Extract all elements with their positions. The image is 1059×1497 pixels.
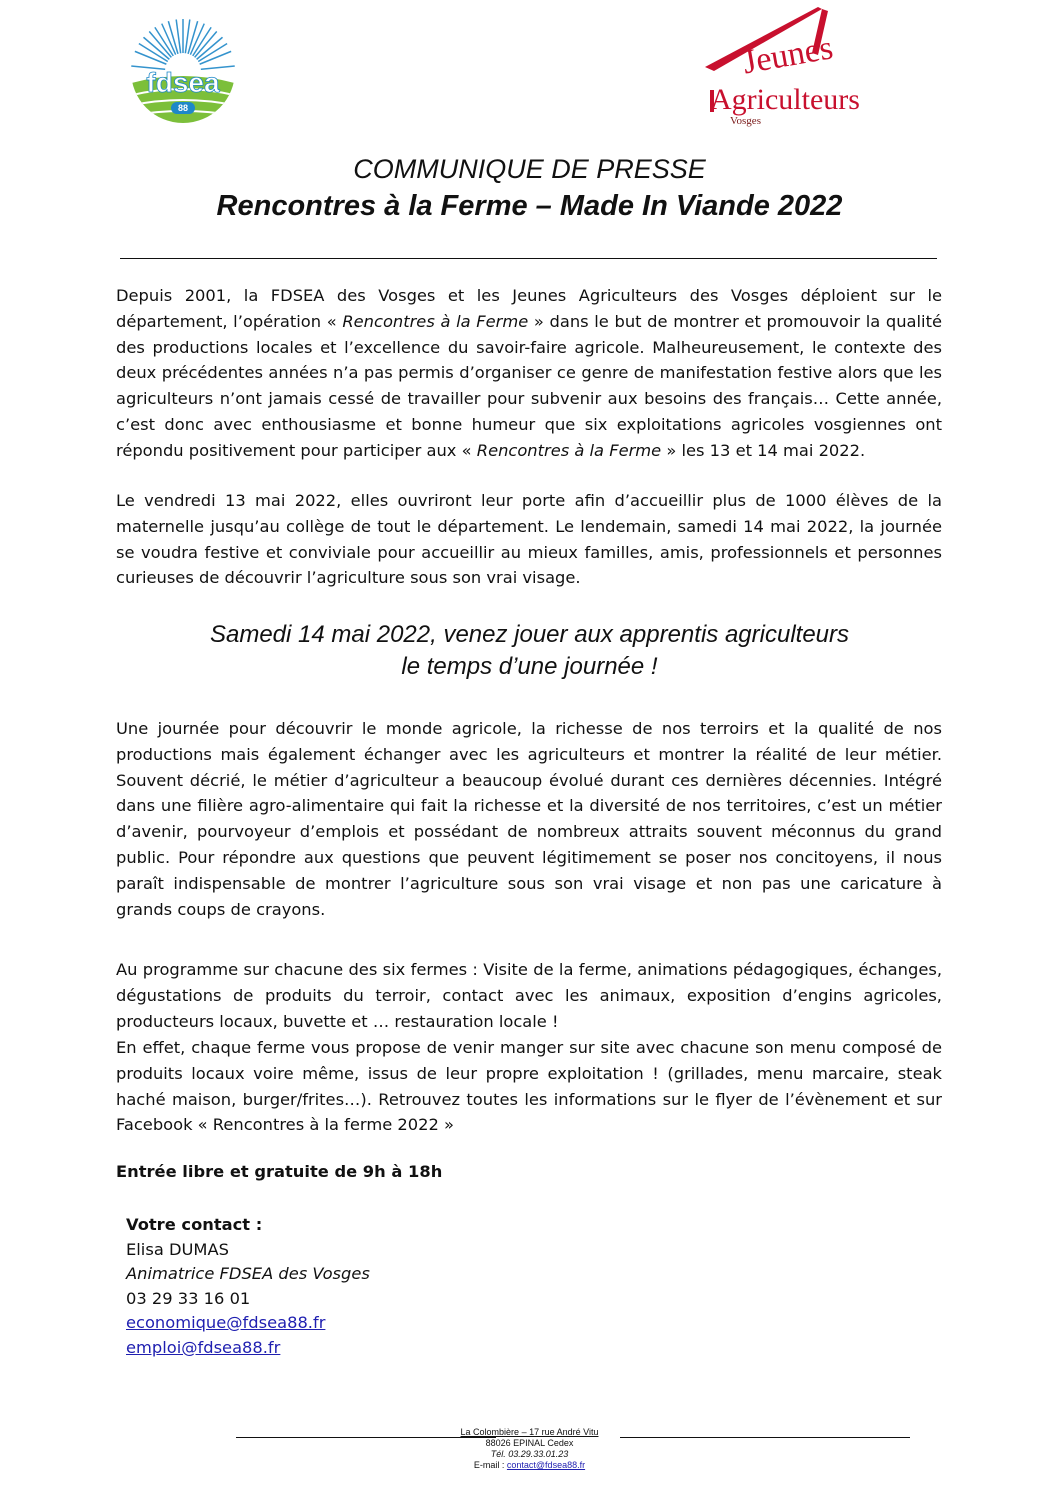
- contact-phone: 03 29 33 16 01: [126, 1288, 251, 1308]
- highlight-line-2: le temps d’une journée !: [401, 653, 658, 680]
- press-release-title: COMMUNIQUE DE PRESSE: [353, 154, 706, 184]
- fdsea-logo-text: fdsea: [146, 67, 220, 98]
- footer-phone: Tél. 03.29.33.01.23: [490, 1449, 569, 1459]
- contact-email-emploi-link[interactable]: emploi@fdsea88.fr: [126, 1337, 281, 1357]
- schedule-paragraph: Le vendredi 13 mai 2022, elles ouvriront leur porte afin d’accueillir plus de 1000 élèves de la maternelle jusqu’au collège de tout le département. Le lendemain, samedi 14 mai 2022, la journée se voudra festive et conviviale pour accueillir au mieux familles, amis, professionnels et personnes curieuses de découvrir l’agriculture sous son vrai visage.: [116, 491, 942, 588]
- program-paragraph: Au programme sur chacune des six fermes : Visite de la ferme, animations pédagogiques, échanges, dégustations de produits du terroir, contact avec les animaux, exposition d’engins agricoles, producteurs locaux, buvette et … restauration locale !: [116, 960, 942, 1031]
- contact-role: Animatrice FDSEA des Vosges: [126, 1264, 370, 1283]
- entry-info: Entrée libre et gratuite de 9h à 18h: [116, 1162, 443, 1181]
- press-release-subtitle: Rencontres à la Ferme – Made In Viande 2022: [216, 190, 843, 222]
- highlight-line-1: Samedi 14 mai 2022, venez jouer aux apprentis agriculteurs: [209, 621, 850, 648]
- contact-label: Votre contact :: [126, 1215, 263, 1234]
- description-paragraph: Une journée pour découvrir le monde agricole, la richesse de nos terroirs et la qualité de nos productions mais également échanger avec les agriculteurs et montrer la réalité de leur métier. Souvent décrié, le métier d’agriculteur a beaucoup évolué durant ces dernières décennies. Intégré dans une filière agro-alimentaire qui fait la richesse et la diversité de nos territoires, c’est un métier d’avenir, pourvoyeur d’emplois et possédant de nombreux attraits souvent méconnus du grand public. Pour répondre aux questions que peuvent légitimement se poser nos concitoyens, il nous paraît indispensable de montrer l’agriculture sous son vrai visage et non pas une caricature à grands coups de crayons.: [116, 719, 942, 919]
- ja-logo-vosges: Vosges: [730, 115, 761, 127]
- fdsea-logo-number: 88: [177, 103, 189, 113]
- footer-city: 88026 EPINAL Cedex: [485, 1438, 574, 1448]
- footer-address: [0, 1427, 1059, 1471]
- contact-block: [126, 1213, 370, 1360]
- jeunes-agriculteurs-logo: [700, 5, 865, 135]
- contact-email-economique-link[interactable]: economique@fdsea88.fr: [126, 1313, 326, 1332]
- ja-logo-agriculteurs: Agriculteurs: [710, 83, 860, 116]
- food-paragraph: En effet, chaque ferme vous propose de venir manger sur site avec chacune son menu composé de produits locaux voire même, issus de leur propre exploitation ! (grillades, menu marcaire, steak haché maison, burger/frites…). Retrouvez toutes les informations sur le flyer de l’évènement et sur Facebook « Rencontres à la ferme 2022 »: [116, 1038, 942, 1135]
- footer-email-label: E-mail :: [473, 1460, 507, 1470]
- header-divider: [120, 258, 937, 259]
- ja-logo-jeunes: Jeunes: [740, 29, 836, 82]
- fdsea-logo: [128, 16, 238, 126]
- footer-street: La Colombière – 17 rue André Vitu: [460, 1427, 599, 1437]
- contact-name: Elisa DUMAS: [126, 1239, 229, 1259]
- footer-email-link[interactable]: contact@fdsea88.fr: [506, 1460, 586, 1470]
- intro-paragraph: Depuis 2001, la FDSEA des Vosges et les Jeunes Agriculteurs des Vosges déploient sur le département, l’opération « Rencontres à la Ferme » dans le but de montrer et promouvoir la qualité des productions locales et l’excellence du savoir-faire agricole. Malheureusement, le contexte des deux précédentes années n’a pas permis d’organiser ce genre de manifestation festive alors que les agriculteurs n’ont jamais cessé de travailler pour subvenir aux besoins des français… Cette année, c’est donc avec enthousiasme et bonne humeur que six exploitations agricoles vosgiennes ont répondu positivement pour participer aux « Rencontres à la Ferme » les 13 et 14 mai 2022.: [116, 286, 942, 460]
